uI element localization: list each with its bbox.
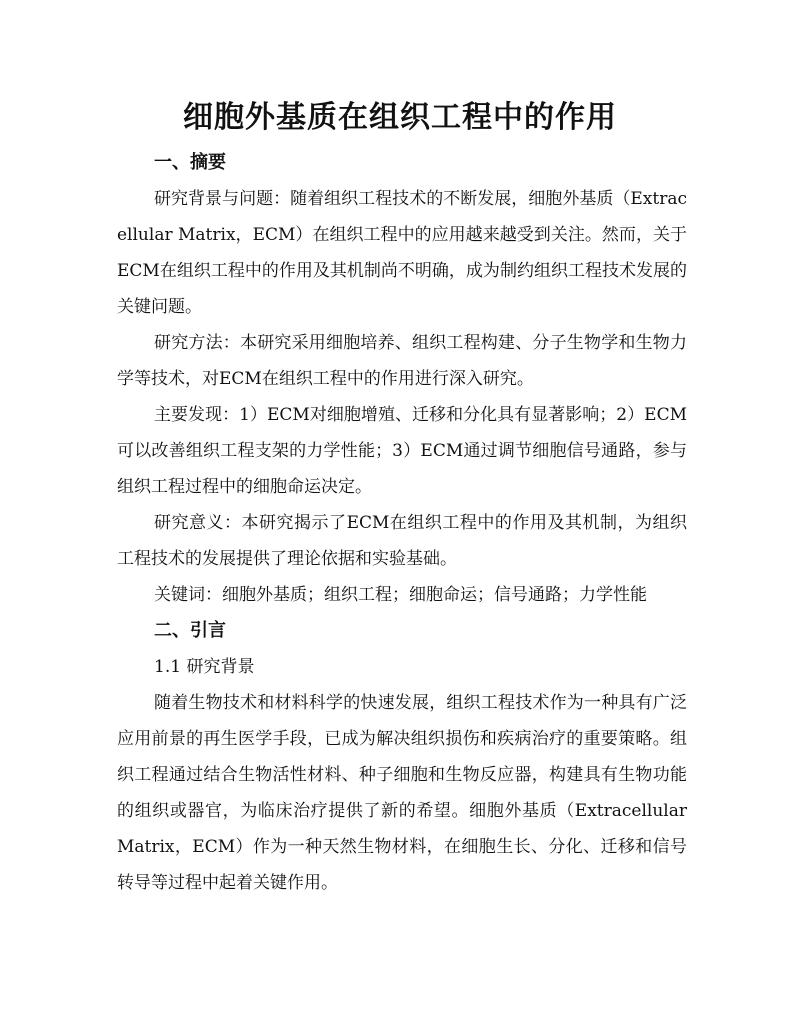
abstract-heading: 一、摘要 <box>154 152 226 173</box>
research-background-subheading: 1.1 研究背景 <box>154 657 255 677</box>
introduction-paragraph: 随着生物技术和材料科学的快速发展，组织工程技术作为一种具有广泛应用前景的再生医学手段，已成为解决组织损伤和疾病治疗的重要策略。组织工程通过结合生物活性材料、种子细胞和生物反应器，构建具有生物功能的组织或器官，为临床治疗提供了新的希望。细胞外基质（Extracellular Matrix，ECM）作为一种天然生物材料，在细胞生长、分化、迁移和信号转导等过程中起着关键作用。 <box>117 693 687 893</box>
abstract-methods-paragraph: 研究方法：本研究采用细胞培养、组织工程构建、分子生物学和生物力学等技术，对ECM在组织工程中的作用进行深入研究。 <box>117 333 687 389</box>
document-body <box>117 145 687 901</box>
keywords-paragraph: 关键词：细胞外基质；组织工程；细胞命运；信号通路；力学性能 <box>154 585 647 605</box>
abstract-findings-paragraph: 主要发现：1）ECM对细胞增殖、迁移和分化具有显著影响；2）ECM可以改善组织工程支架的力学性能；3）ECM通过调节细胞信号通路，参与组织工程过程中的细胞命运决定。 <box>117 405 687 497</box>
introduction-heading: 二、引言 <box>154 620 226 641</box>
abstract-significance-paragraph: 研究意义：本研究揭示了ECM在组织工程中的作用及其机制，为组织工程技术的发展提供了理论依据和实验基础。 <box>117 513 687 569</box>
abstract-background-paragraph: 研究背景与问题：随着组织工程技术的不断发展，细胞外基质（Extracellular Matrix，ECM）在组织工程中的应用越来越受到关注。然而，关于ECM在组织工程中的作用及其机制尚不明确，成为制约组织工程技术发展的关键问题。 <box>117 189 687 317</box>
document-title: 细胞外基质在组织工程中的作用 <box>183 100 617 135</box>
